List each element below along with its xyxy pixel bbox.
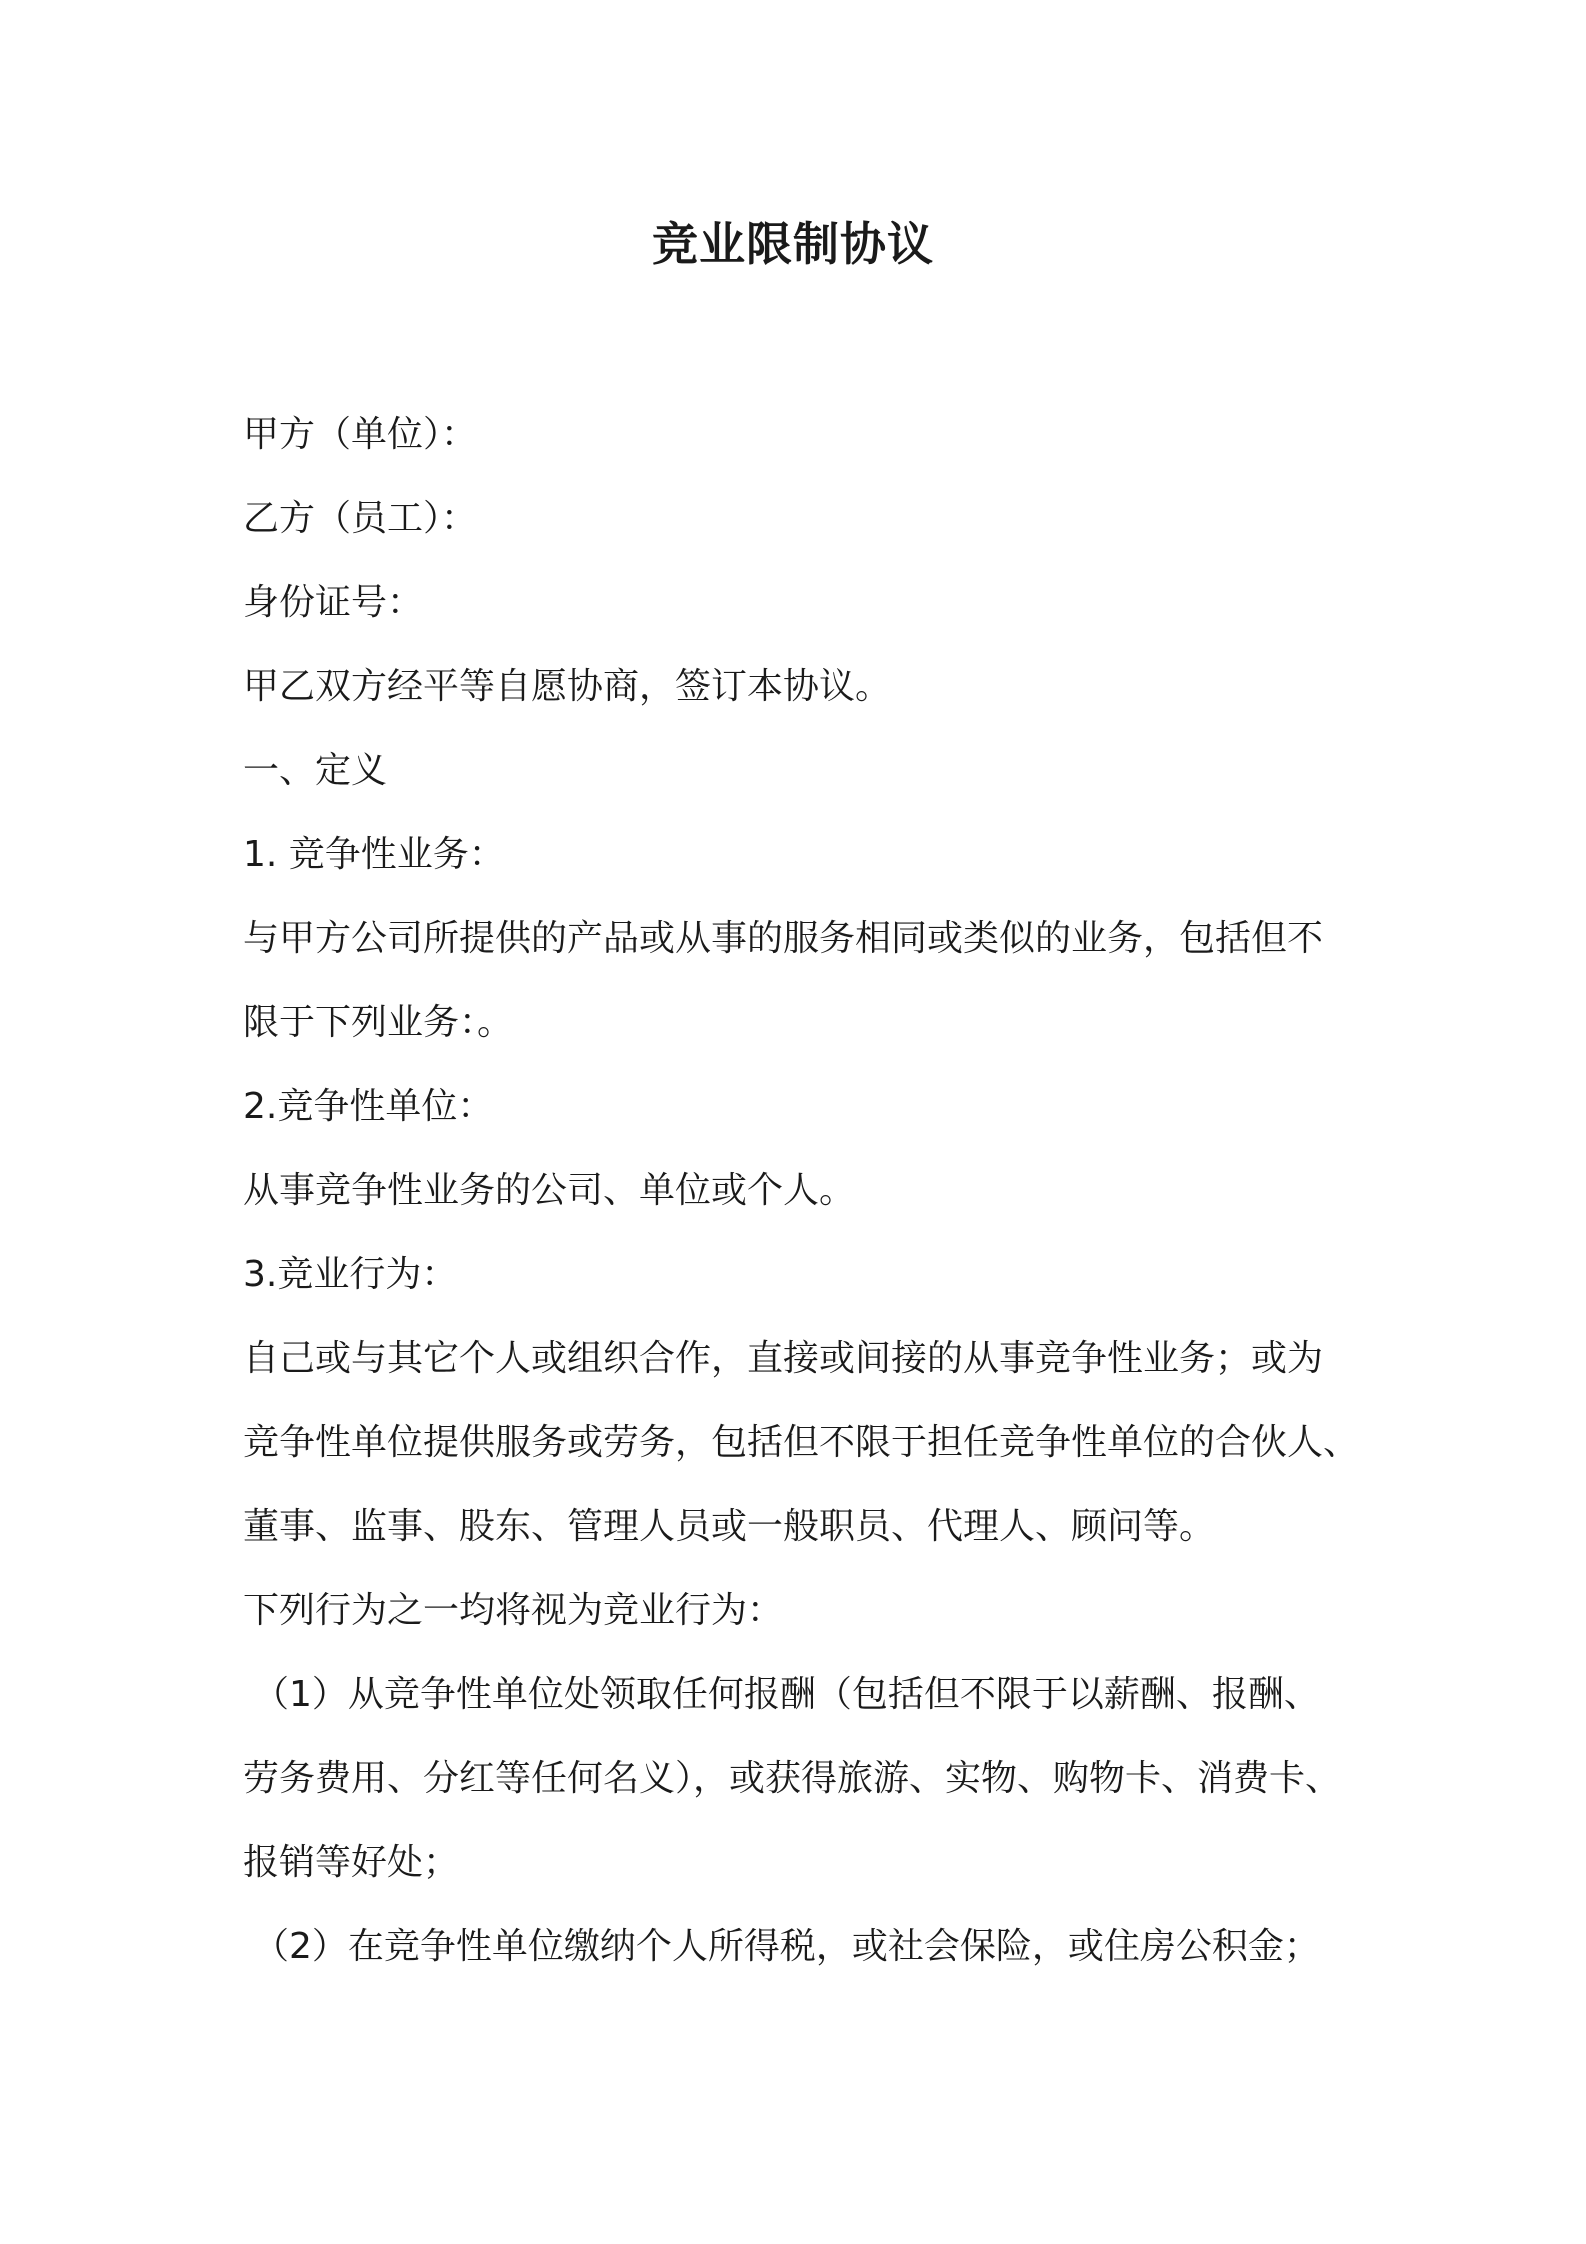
competing-act-item-1-line: 劳务费用、分红等任何名义），或获得旅游、实物、购物卡、消费卡、 xyxy=(243,1758,1342,1799)
definition-2-text-line: 从事竞争性业务的公司、单位或个人。 xyxy=(243,1170,856,1211)
definition-3-text-line: 董事、监事、股东、管理人员或一般职员、代理人、顾问等。 xyxy=(243,1506,1216,1547)
definition-3-text-line: 竞争性单位提供服务或劳务，包括但不限于担任竞争性单位的合伙人、 xyxy=(243,1422,1360,1463)
party-a-line: 甲方（单位）： xyxy=(243,414,478,455)
section-heading-definitions: 一、定义 xyxy=(243,750,388,791)
competing-act-item-2-line: （2）在竞争性单位缴纳个人所得税，或社会保险，或住房公积金； xyxy=(253,1926,1320,1967)
party-b-line: 乙方（员工）： xyxy=(243,498,478,539)
definition-1-text-line: 与甲方公司所提供的产品或从事的服务相同或类似的业务，包括但不 xyxy=(243,918,1324,959)
definition-1-heading: 1. 竞争性业务： xyxy=(243,834,505,875)
competing-acts-intro-line: 下列行为之一均将视为竞业行为： xyxy=(243,1590,784,1631)
document-title: 竞业限制协议 xyxy=(652,217,934,271)
definition-3-text-line: 自己或与其它个人或组织合作，直接或间接的从事竞争性业务；或为 xyxy=(243,1338,1324,1379)
competing-act-item-1-line: （1）从竞争性单位处领取任何报酬（包括但不限于以薪酬、报酬、 xyxy=(253,1674,1320,1715)
definition-1-text-line: 限于下列业务：。 xyxy=(243,1002,514,1043)
definition-2-heading: 2.竞争性单位： xyxy=(243,1086,494,1127)
id-number-line: 身份证号： xyxy=(243,582,424,623)
definition-3-heading: 3.竞业行为： xyxy=(243,1254,458,1295)
competing-act-item-1-line: 报销等好处； xyxy=(243,1842,460,1883)
preamble-line: 甲乙双方经平等自愿协商，签订本协议。 xyxy=(243,666,892,707)
